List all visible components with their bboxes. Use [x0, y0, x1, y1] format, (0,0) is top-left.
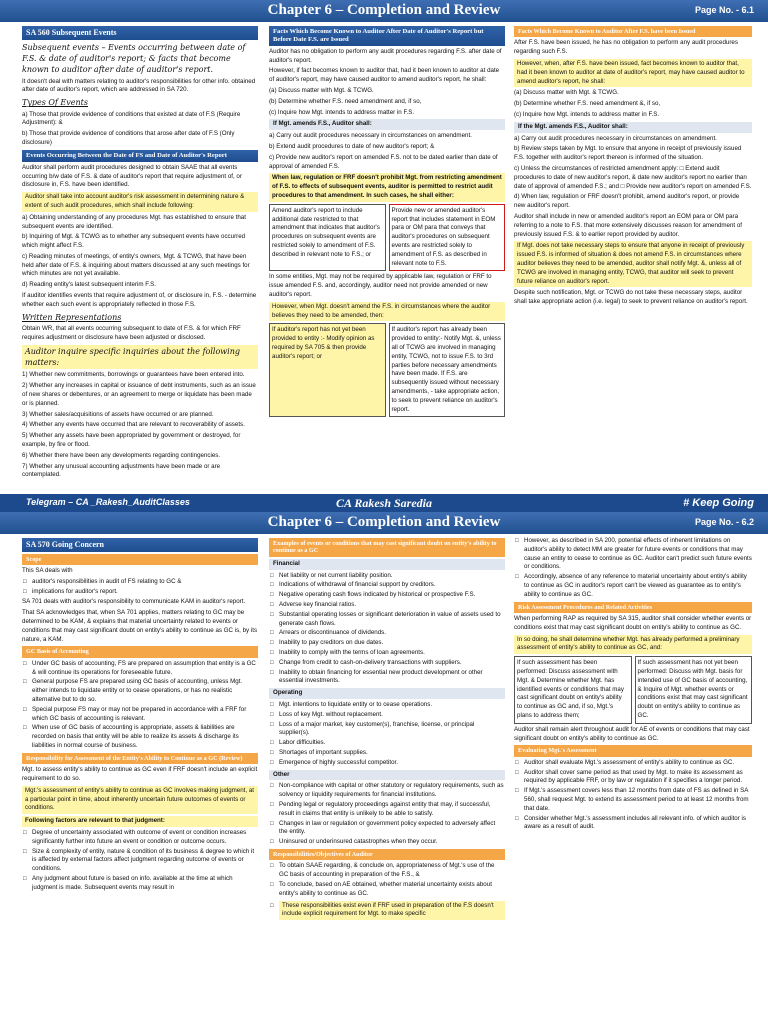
bullet-list	[514, 537, 752, 600]
bullet-list	[269, 862, 505, 920]
subheading: If the Mgt. amends F.S., Auditor shall:	[514, 122, 752, 133]
footer-tagline: # Keep Going	[683, 497, 754, 509]
list-item: □ Uninsured or underinsured catastrophes when they occur.	[279, 838, 505, 847]
section-heading: Scope	[22, 554, 258, 565]
footer-telegram: Telegram – CA _Rakesh_AuditClasses	[26, 497, 190, 507]
list-item: (a) Discuss matter with Mgt. & TCWG.	[269, 87, 374, 94]
list-item: □ Loss of key Mgt. without replacement.	[279, 711, 505, 720]
page-number: Page No. - 6.2	[694, 517, 754, 527]
list-item: □ implications for auditor's report.	[32, 588, 258, 597]
paragraph: In some entities, Mgt. may not be required by applicable law, regulation or FRF to issue amended F.S. and, accordingly, auditor need not provide amended or new auditor's report.	[269, 273, 492, 298]
type-b: b) Those that provide evidence of conditions that arose after date of F.S (Only disclosure)	[22, 130, 235, 147]
list-item: □ Arrears or discontinuance of dividends.	[279, 629, 505, 638]
option-box: If auditor's report has already been provided to entity:- Notify Mgt. &, unless all of TCWG are involved in managing entity, TCWG, not to issue F.S. to 3rd parties before necessary amendments have been made. If F.S. are subsequently issued without necessary amendments, - take appropriate action, to seek to prevent reliance on auditor's report.	[389, 323, 506, 417]
list-item: □ Any judgment about future is based on info. available at the time at which judgment is made. Subsequent events may result in	[32, 875, 258, 893]
list-item: (c) Inquire how Mgt. intends to address matter in F.S.	[269, 108, 415, 116]
paragraph: Auditor shall perform audit procedures designed to obtain SAAE that all events occurring b/w date of F.S. & date of auditor's report that require adjustment of, or disclosure in, F.S. have been identified.	[22, 163, 242, 189]
paragraph: SA 701 deals with auditor's responsibility to communicate KAM in auditor's report.	[22, 598, 246, 606]
option-boxes	[269, 204, 505, 272]
section-heading: SA 560 Subsequent Events	[22, 26, 258, 40]
type-a: a) Those that provide evidence of conditions that existed at date of F.S (Require Adjustment): &	[22, 110, 241, 127]
list-item: □ If Mgt.'s assessment covers less than 12 months from date of FS as defined in SA 560, shall request Mgt. to extend its assessment period to at least 12 months from that date.	[524, 787, 752, 813]
list-item: 4) Whether any events have occurred that are relevant to recoverability of assets.	[22, 421, 245, 429]
list-item: □ Substantial operating losses or significant deterioration in value of assets used to generate cash flows.	[279, 611, 505, 629]
list-item: □ auditor's responsibilities in audit of FS relating to GC &	[32, 578, 258, 587]
highlight-paragraph: In so doing, he shall determine whether Mgt. has already performed a preliminary assessment of entity's ability to continue as GC, and:	[514, 635, 752, 655]
section-heading: Facts Which Become Known to Auditor After Date of Auditor's Report but Before Date F.S. are Issued	[269, 26, 505, 46]
list-item: □ Inability to obtain financing for essential new product development or other essential investments.	[279, 669, 505, 687]
highlight-paragraph: Following factors are relevant to that judgment:	[22, 816, 258, 827]
list-item: □ Special purpose FS may or may not be prepared in accordance with a FRF for which GC basis of accounting is relevant.	[32, 706, 258, 724]
list-item: □ However, as described in SA 200, potential effects of inherent limitations on auditor's ability to detect MM are greater for future events or conditions that may cause an entity to cease to continue as GC. Auditor can't predict such future events or conditions.	[524, 537, 752, 572]
list-item: □ Degree of uncertainty associated with outcome of event or condition increases significantly further into future an event or condition or outcome occurs.	[32, 829, 258, 847]
list-item: (c) Inquire how Mgt. intends to address matter in F.S.	[514, 111, 660, 119]
list-item: a) Carry out audit procedures necessary in circumstances on amendment.	[514, 134, 717, 142]
list-item: □ General purpose FS are prepared using GC basis of accounting, unless Mgt. either intends to liquidate entity or to cease operations, or has no realistic alternative but to do so.	[32, 678, 258, 704]
paragraph: Subsequent events – Events occurring between date of F.S. & date of auditor's report; & facts that become known to auditor after date of auditor's report.	[22, 42, 246, 75]
list-item: 6) Whether there have been any developments regarding contingencies.	[22, 451, 221, 459]
option-box: If such assessment has not yet been performed: Discuss with Mgt. basis for intended use of GC basis of accounting, & Inquire of Mgt. whether events or conditions exist that may cast significant doubt on entity's ability to continue as GC.	[635, 656, 753, 724]
highlight-paragraph: However, when Mgt. doesn't amend the F.S. in circumstances where the auditor believes they need to be amended, then:	[269, 302, 505, 322]
section-heading: GC Basis of Accounting	[22, 646, 258, 657]
list-item: d) Reading entity's latest subsequent interim F.S.	[22, 281, 156, 289]
list-item: □ Non-compliance with capital or other statutory or regulatory requirements, such as solvency or liquidity requirements for financial institutions.	[279, 782, 505, 800]
section-heading: Risk Assessment Procedures and Related Activities	[514, 602, 752, 613]
option-box: Amend auditor's report to include additional date restricted to that amendment that indicates that auditor's procedures on subsequent events are restricted solely to amendment of F.S. described in relevant note to F.S.; or	[269, 204, 386, 272]
list-item: □ These responsibilities exist even if FRF used in preparation of the F.S doesn't include explicit requirement for Mgt. to make specific	[279, 901, 505, 921]
list-item: □ Auditor shall cover same period as that used by Mgt. to make its assessment as required by applicable FRF, or by law or regulation if it specifies a longer period.	[524, 769, 752, 787]
list-item: b) Extend audit procedures to date of new auditor's report; &	[269, 142, 435, 150]
inquiry-title: Auditor inquire specific inquiries about the following matters:	[22, 345, 258, 370]
list-item: □ Inability to pay creditors on due dates.	[279, 639, 505, 648]
page-number: Page No. - 6.1	[694, 5, 754, 15]
section-heading: Evaluating Mgt.'s Assessment	[514, 745, 752, 756]
list-item: 1) Whether new commitments, borrowings or guarantees have been entered into.	[22, 371, 245, 379]
list-item: □ Indications of withdrawal of financial support by creditors.	[279, 581, 505, 590]
highlight-paragraph: If Mgt. does not take necessary steps to ensure that anyone in receipt of previously issued F.S. is informed of situation & does not amend F.S. in circumstances where auditor believes they need to be amended, auditor shall notify Mgt. &, unless all of TCWG are involved in managing entity, TCWG, that auditor will seek to prevent future reliance on auditor's report.	[514, 241, 752, 287]
bullet-list	[22, 578, 258, 597]
paragraph: However, if fact becomes known to auditor that, had it been known to auditor at date of auditor's report, may have caused auditor to amend auditor's report, he shall:	[269, 67, 500, 84]
section-heading: Events Occurring Between the Date of FS and Date of Auditor's Report	[22, 150, 258, 162]
bullet-list	[22, 660, 258, 751]
list-item: (a) Discuss matter with Mgt. & TCWG.	[514, 89, 619, 97]
paragraph: Auditor shall include in new or amended auditor's report an EOM para or OM para referring to a note to F.S. that more extensively discusses reason for amendment of previously issued F.S. & to earlier report provided by auditor.	[514, 212, 743, 238]
list-item: 5) Whether any assets have been appropriated by government or destroyed, for example, by fire or flood.	[22, 432, 241, 448]
bullet-list	[514, 759, 752, 832]
list-item: □ When use of GC basis of accounting is appropriate, assets & liabilities are recorded on basis that entity will be able to realize its assets & discharge its liabilities in normal course of business.	[32, 724, 258, 750]
list-item: □ Labor difficulties.	[279, 739, 505, 748]
list-item: □ Loss of a major market, key customer(s), franchise, license, or principal supplier(s).	[279, 721, 505, 739]
column-3	[514, 536, 752, 833]
paragraph: It doesn't deal with matters relating to auditor's responsibilities for other info. obtained after date of auditor's report, which are addressed in SA 720.	[22, 77, 256, 94]
option-box: If such assessment has been performed: Discuss assessment with Mgt. & Determine whether Mgt. has identified events or conditions that may cast significant doubt on entity's ability to continue as GC and, if so, Mgt.'s plans to address them;	[514, 656, 632, 724]
page-header	[0, 0, 768, 22]
list-item: □ Net liability or net current liability position.	[279, 572, 505, 581]
bullet-list	[269, 572, 505, 687]
paragraph: If auditor identifies events that require adjustment of, or disclosure in, F.S. - determine whether each such event is appropriately reflected in those F.S.	[22, 292, 257, 308]
option-boxes	[269, 323, 505, 417]
column-2	[269, 536, 505, 922]
subheading: Financial	[269, 559, 505, 570]
list-item: b) Review steps taken by Mgt. to ensure that anyone in receipt of previously issued F.S. together with auditor's report thereon is informed of the situation.	[514, 145, 742, 162]
highlight-paragraph: However, when, after F.S. have been issued, fact becomes known to auditor that, had it been known to auditor at date of auditor's report, may have caused auditor to amend auditor's report, he shall:	[514, 59, 752, 87]
list-item: 7) Whether any unusual accounting adjustments have been made or are contemplated.	[22, 462, 221, 479]
highlight-paragraph: When law, regulation or FRF doesn't prohibit Mgt. from restricting amendment of F.S. to effects of subsequent events, auditor is permitted to restrict audit procedures to that amendment. In such cases, he shall either:	[269, 173, 505, 201]
subheading: Other	[269, 770, 505, 781]
list-item: 3) Whether sales/acquisitions of assets have occurred or are planned.	[22, 410, 214, 418]
section-heading: SA 570 Going Concern	[22, 538, 258, 552]
highlight-paragraph: Mgt.'s assessment of entity's ability to continue as GC involves making judgment, at a particular point in time, about inherently uncertain future outcomes of events or conditions.	[22, 786, 258, 814]
column-2	[269, 24, 505, 419]
list-item: c) Unless the circumstances of restricted amendment apply: □ Extend audit procedures to date of new auditor's report, & date new auditor's report no earlier than date of approval of amended F.S.; and □ Provide new auditor's report on amended F.S.	[514, 165, 752, 190]
subheading: If Mgt. amends F.S., Auditor shall:	[269, 119, 505, 130]
bullet-list	[269, 701, 505, 768]
paragraph: This SA deals with	[22, 567, 73, 575]
list-item: □ Accordingly, absence of any reference to material uncertainty about entity's ability to continue as GC in auditor's report can't be viewed as guarantee as to entity's ability to continue as GC.	[524, 573, 752, 599]
list-item: (b) Determine whether F.S. need amendment &, if so,	[514, 100, 661, 108]
types-title: Types Of Events	[22, 98, 88, 108]
section-heading: Responsibilities/Objectives of Auditor	[269, 849, 505, 860]
section-heading: Facts Which Become Known to Auditor After F.S. have been Issued	[514, 26, 752, 37]
paragraph: Auditor has no obligation to perform any audit procedures regarding F.S. after date of auditor's report.	[269, 47, 502, 64]
option-box: If auditor's report has not yet been provided to entity :- Modify opinion as required by SA 705 & then provide auditor's report; or	[269, 323, 386, 417]
paragraph: Obtain WR, that all events occurring subsequent to date of F.S. & for which FRF requires adjustment or disclosure have been adjusted or disclosed.	[22, 325, 241, 341]
paragraph: That SA acknowledges that, when SA 701 applies, matters relating to GC may be determined to be KAM, & explains that material uncertainty related to events or conditions that may cast significant doubt on entity's ability to continue as GC is, by its nature, a KAM.	[22, 609, 258, 643]
list-item: □ Consider whether Mgt.'s assessment includes all relevant info. of which auditor is aware as a result of audit.	[524, 815, 752, 833]
list-item: b) Inquiring of Mgt. & TCWG as to whether any subsequent events have occurred which might affect F.S.	[22, 233, 246, 250]
list-item: □ Pending legal or regulatory proceedings against entity that may, if successful, result in claims that entity is unlikely to be able to satisfy.	[279, 801, 505, 819]
paragraph: When performing RAP as required by SA 315, auditor shall consider whether events or conditions exist that may cast significant doubt on entity's ability to continue as GC.	[514, 615, 752, 631]
list-item: c) Reading minutes of meetings, of entity's owners, Mgt. & TCWG, that have been held after date of F.S. & inquiring about matters discussed at any such meetings for which minutes are not yet available.	[22, 252, 250, 278]
page-6-2	[0, 512, 768, 1024]
list-item: □ Mgt. intentions to liquidate entity or to cease operations.	[279, 701, 505, 710]
list-item: □ Inability to comply with the terms of loan agreements.	[279, 649, 505, 658]
option-boxes	[514, 656, 752, 724]
column-1	[22, 536, 258, 894]
highlight-paragraph: Auditor shall take into account auditor's risk assessment in determining nature & extent of such audit procedures, which shall include following:	[22, 192, 258, 212]
list-item: □ Changes in law or regulation or government policy expected to adversely affect the entity.	[279, 820, 505, 838]
list-item: □ Adverse key financial ratios.	[279, 601, 505, 610]
list-item: d) When law, regulation or FRF doesn't prohibit, amend auditor's report, or provide new auditor's report.	[514, 193, 740, 210]
list-item: a) Carry out audit procedures necessary in circumstances on amendment.	[269, 132, 472, 140]
footer-author: CA Rakesh Saredia	[335, 496, 433, 510]
list-item: a) Obtaining understanding of any procedures Mgt. has established to ensure that subsequent events are identified.	[22, 213, 246, 230]
bullet-list	[269, 782, 505, 847]
paragraph: Mgt. to assess entity's ability to continue as GC even if FRF doesn't include an explicit requirement to do so.	[22, 766, 258, 783]
list-item: □ Size & complexity of entity, nature & condition of its business & degree to which it is affected by external factors affect judgment regarding outcome of events or conditions.	[32, 848, 258, 874]
section-heading: Examples of events or conditions that may cast significant doubt on entity's ability to continue as a GC	[269, 538, 505, 557]
wr-title: Written Representations	[22, 312, 122, 322]
list-item: □ To obtain SAAE regarding, & conclude on, appropriateness of Mgt.'s use of the GC basis of accounting in preparation of the F.S., &	[279, 862, 505, 880]
list-item: c) Provide new auditor's report on amended F.S. not to be dated earlier than date of approval of amended F.S.	[269, 153, 498, 170]
column-1	[22, 24, 258, 482]
column-3	[514, 24, 752, 309]
list-item: □ Shortages of important supplies.	[279, 749, 505, 758]
paragraph: After F.S. have been issued, he has no obligation to perform any audit procedures regarding such F.S.	[514, 39, 738, 56]
list-item: □ Negative operating cash flows indicated by historical or prospective F.S.	[279, 591, 505, 600]
paragraph: Despite such notification, Mgt. or TCWG do not take these necessary steps, auditor shall take appropriate action (i.e. legal) to seek to prevent reliance on auditor's report.	[514, 289, 748, 306]
list-item: □ Under GC basis of accounting, FS are prepared on assumption that entity is a GC & will continue its operations for foreseeable future.	[32, 660, 258, 678]
list-item: □ Change from credit to cash-on-delivery transactions with suppliers.	[279, 659, 505, 668]
list-item: □ Auditor shall evaluate Mgt.'s assessment of entity's ability to continue as GC.	[524, 759, 752, 768]
list-item: (b) Determine whether F.S. need amendment and, if so,	[269, 97, 422, 105]
page-header	[0, 512, 768, 534]
chapter-title: Chapter 6 – Completion and Review	[267, 2, 501, 18]
chapter-title: Chapter 6 – Completion and Review	[267, 514, 501, 530]
list-item: □ To conclude, based on AE obtained, whether material uncertainty exists about entity's ability to continue as GC.	[279, 881, 505, 899]
paragraph: Auditor shall remain alert throughout audit for AE of events or conditions that may cast significant doubt on entity's ability to continue as GC.	[514, 725, 750, 742]
list-item: □ Emergence of highly successful competitor.	[279, 759, 505, 768]
page-footer	[0, 494, 768, 512]
list-item: 2) Whether any increases in capital or issuance of debt instruments, such as an issue of new shares or debentures, or an agreement to merge or liquidate has been made or is planned.	[22, 382, 256, 407]
bullet-list	[22, 829, 258, 893]
section-heading: Responsibility for Assessment of the Entity's Ability to Continue as a GC (Review)	[22, 753, 258, 764]
subheading: Operating	[269, 688, 505, 699]
option-box: Provide new or amended auditor's report that includes statement in EOM para or OM para that conveys that auditor's procedures on subsequent events are restricted solely to amendment of F.S. as described in relevant note to F.S.	[389, 204, 506, 272]
